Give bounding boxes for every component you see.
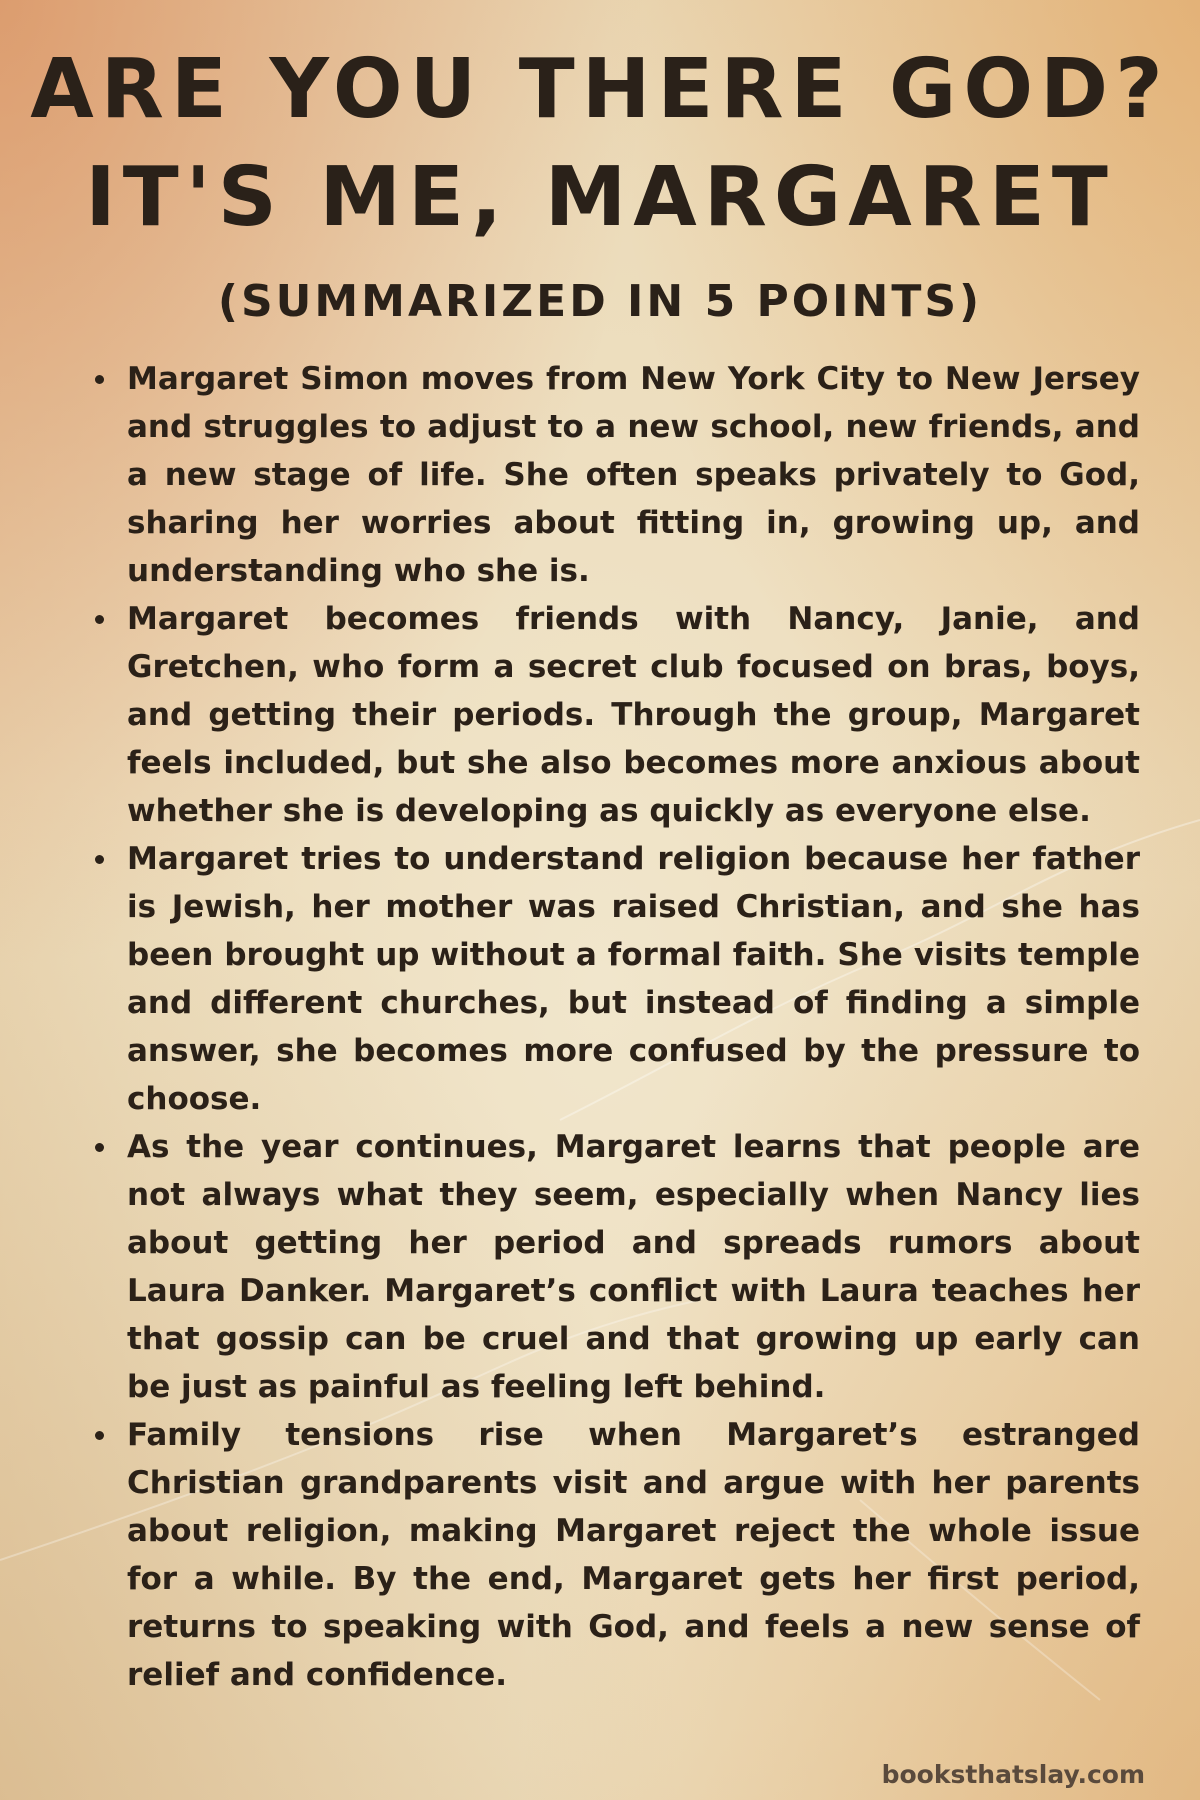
- summary-point-text: Family tensions rise when Margaret’s estranged Christian grandparents visit and argue with her parents about religion, making Margaret reject the whole issue for a while. By the end, Margaret gets her first period, returns to speaking with God, and feels a new sense of relief and confidence.: [127, 1417, 1140, 1693]
- summary-point: [92, 835, 1140, 1123]
- summary-point-text: Margaret becomes friends with Nancy, Janie, and Gretchen, who form a secret club focused on bras, boys, and getting their periods. Through the group, Margaret feels included, but she also becomes more anxious about whether she is developing as quickly as everyone else.: [127, 601, 1140, 829]
- bullet-dot-icon: [95, 615, 104, 624]
- bullet-dot-icon: [95, 855, 104, 864]
- summary-points: [92, 355, 1140, 1699]
- bullet-dot-icon: [95, 1431, 104, 1440]
- title-line-1: ARE YOU THERE GOD?: [30, 42, 1170, 137]
- source-watermark: booksthatslay.com: [881, 1760, 1145, 1789]
- bullet-dot-icon: [95, 1143, 104, 1152]
- summary-point-text: Margaret tries to understand religion because her father is Jewish, her mother was raised Christian, and she has been brought up without a formal faith. She visits temple and different churches, but instead of finding a simple answer, she becomes more confused by the pressure to choose.: [127, 841, 1140, 1117]
- title-line-2: IT'S ME, MARGARET: [85, 150, 1115, 245]
- summary-point: [92, 1123, 1140, 1411]
- summary-point: [92, 595, 1140, 835]
- summary-point-text: As the year continues, Margaret learns that people are not always what they seem, especially when Nancy lies about getting her period and spreads rumors about Laura Danker. Margaret’s conflict with Laura teaches her that gossip can be cruel and that growing up early can be just as painful as feeling left behind.: [127, 1129, 1140, 1405]
- summary-point: [92, 355, 1140, 595]
- summary-point-text: Margaret Simon moves from New York City to New Jersey and struggles to adjust to a new school, new friends, and a new stage of life. She often speaks privately to God, sharing her worries about fitting in, growing up, and understanding who she is.: [127, 361, 1140, 589]
- subtitle: (SUMMARIZED IN 5 POINTS): [217, 276, 983, 327]
- summary-point: [92, 1411, 1140, 1699]
- bullet-dot-icon: [95, 375, 104, 384]
